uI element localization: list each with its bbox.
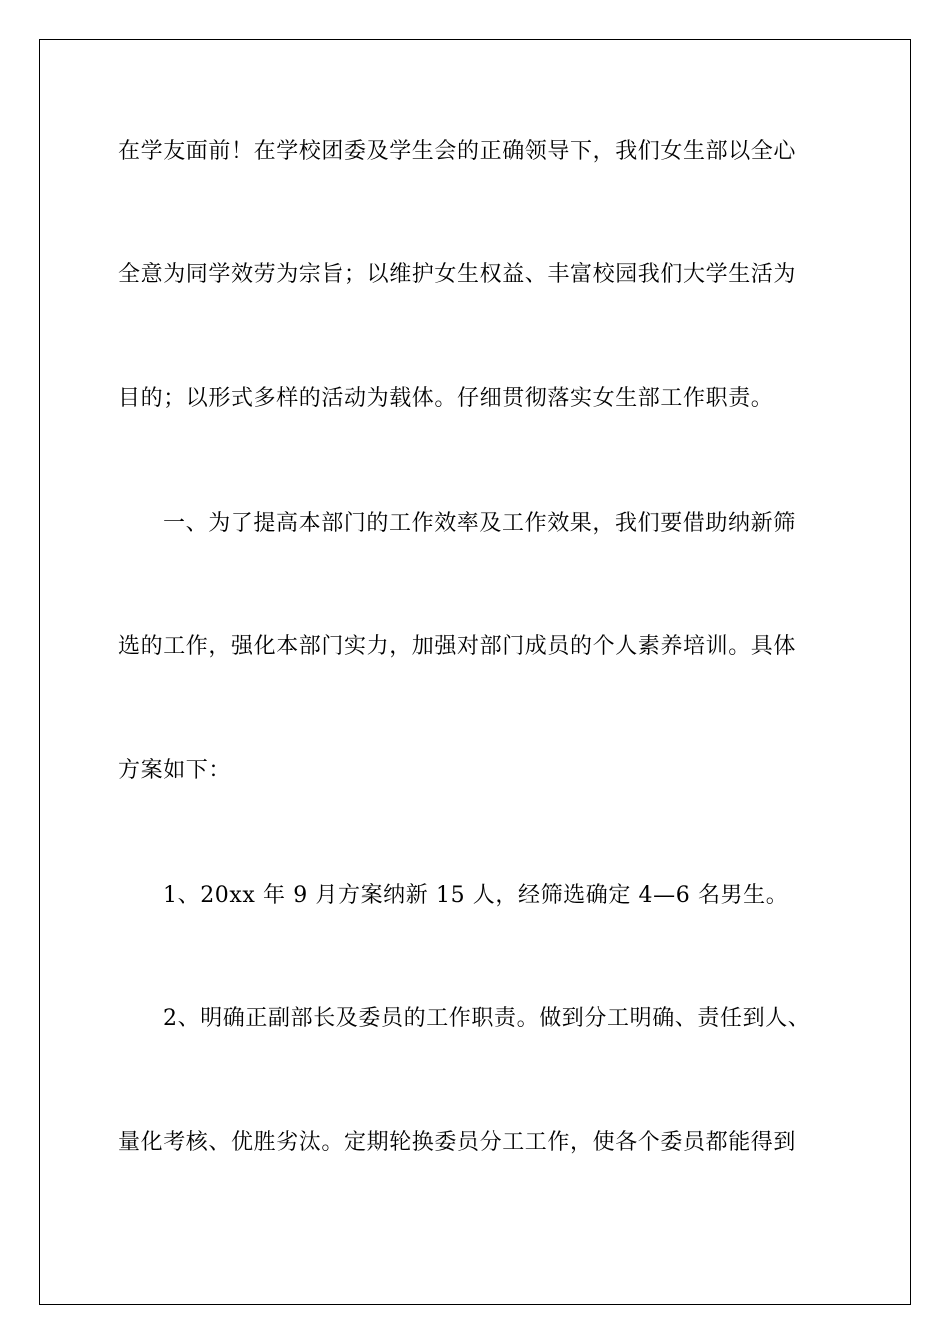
text-line-2: 全意为同学效劳为宗旨；以维护女生权益、丰富校园我们大学生活为: [118, 262, 797, 287]
text-line-8: 2、明确正副部长及委员的工作职责。做到分工明确、责任到人、: [163, 1006, 811, 1031]
page-border: [39, 39, 911, 1305]
text-line-1: 在学友面前！在学校团委及学生会的正确领导下，我们女生部以全心: [118, 139, 797, 164]
text-line-5: 选的工作，强化本部门实力，加强对部门成员的个人素养培训。具体: [118, 634, 797, 659]
text-line-6: 方案如下：: [118, 758, 232, 783]
text-line-7: 1、20xx 年 9 月方案纳新 15 人，经筛选确定 4—6 名男生。: [163, 883, 789, 908]
text-line-4: 一、为了提高本部门的工作效率及工作效果，我们要借助纳新筛: [163, 511, 796, 536]
text-line-3: 目的；以形式多样的活动为载体。仔细贯彻落实女生部工作职责。: [118, 386, 774, 411]
text-line-9: 量化考核、优胜劣汰。定期轮换委员分工工作，使各个委员都能得到: [118, 1130, 797, 1155]
